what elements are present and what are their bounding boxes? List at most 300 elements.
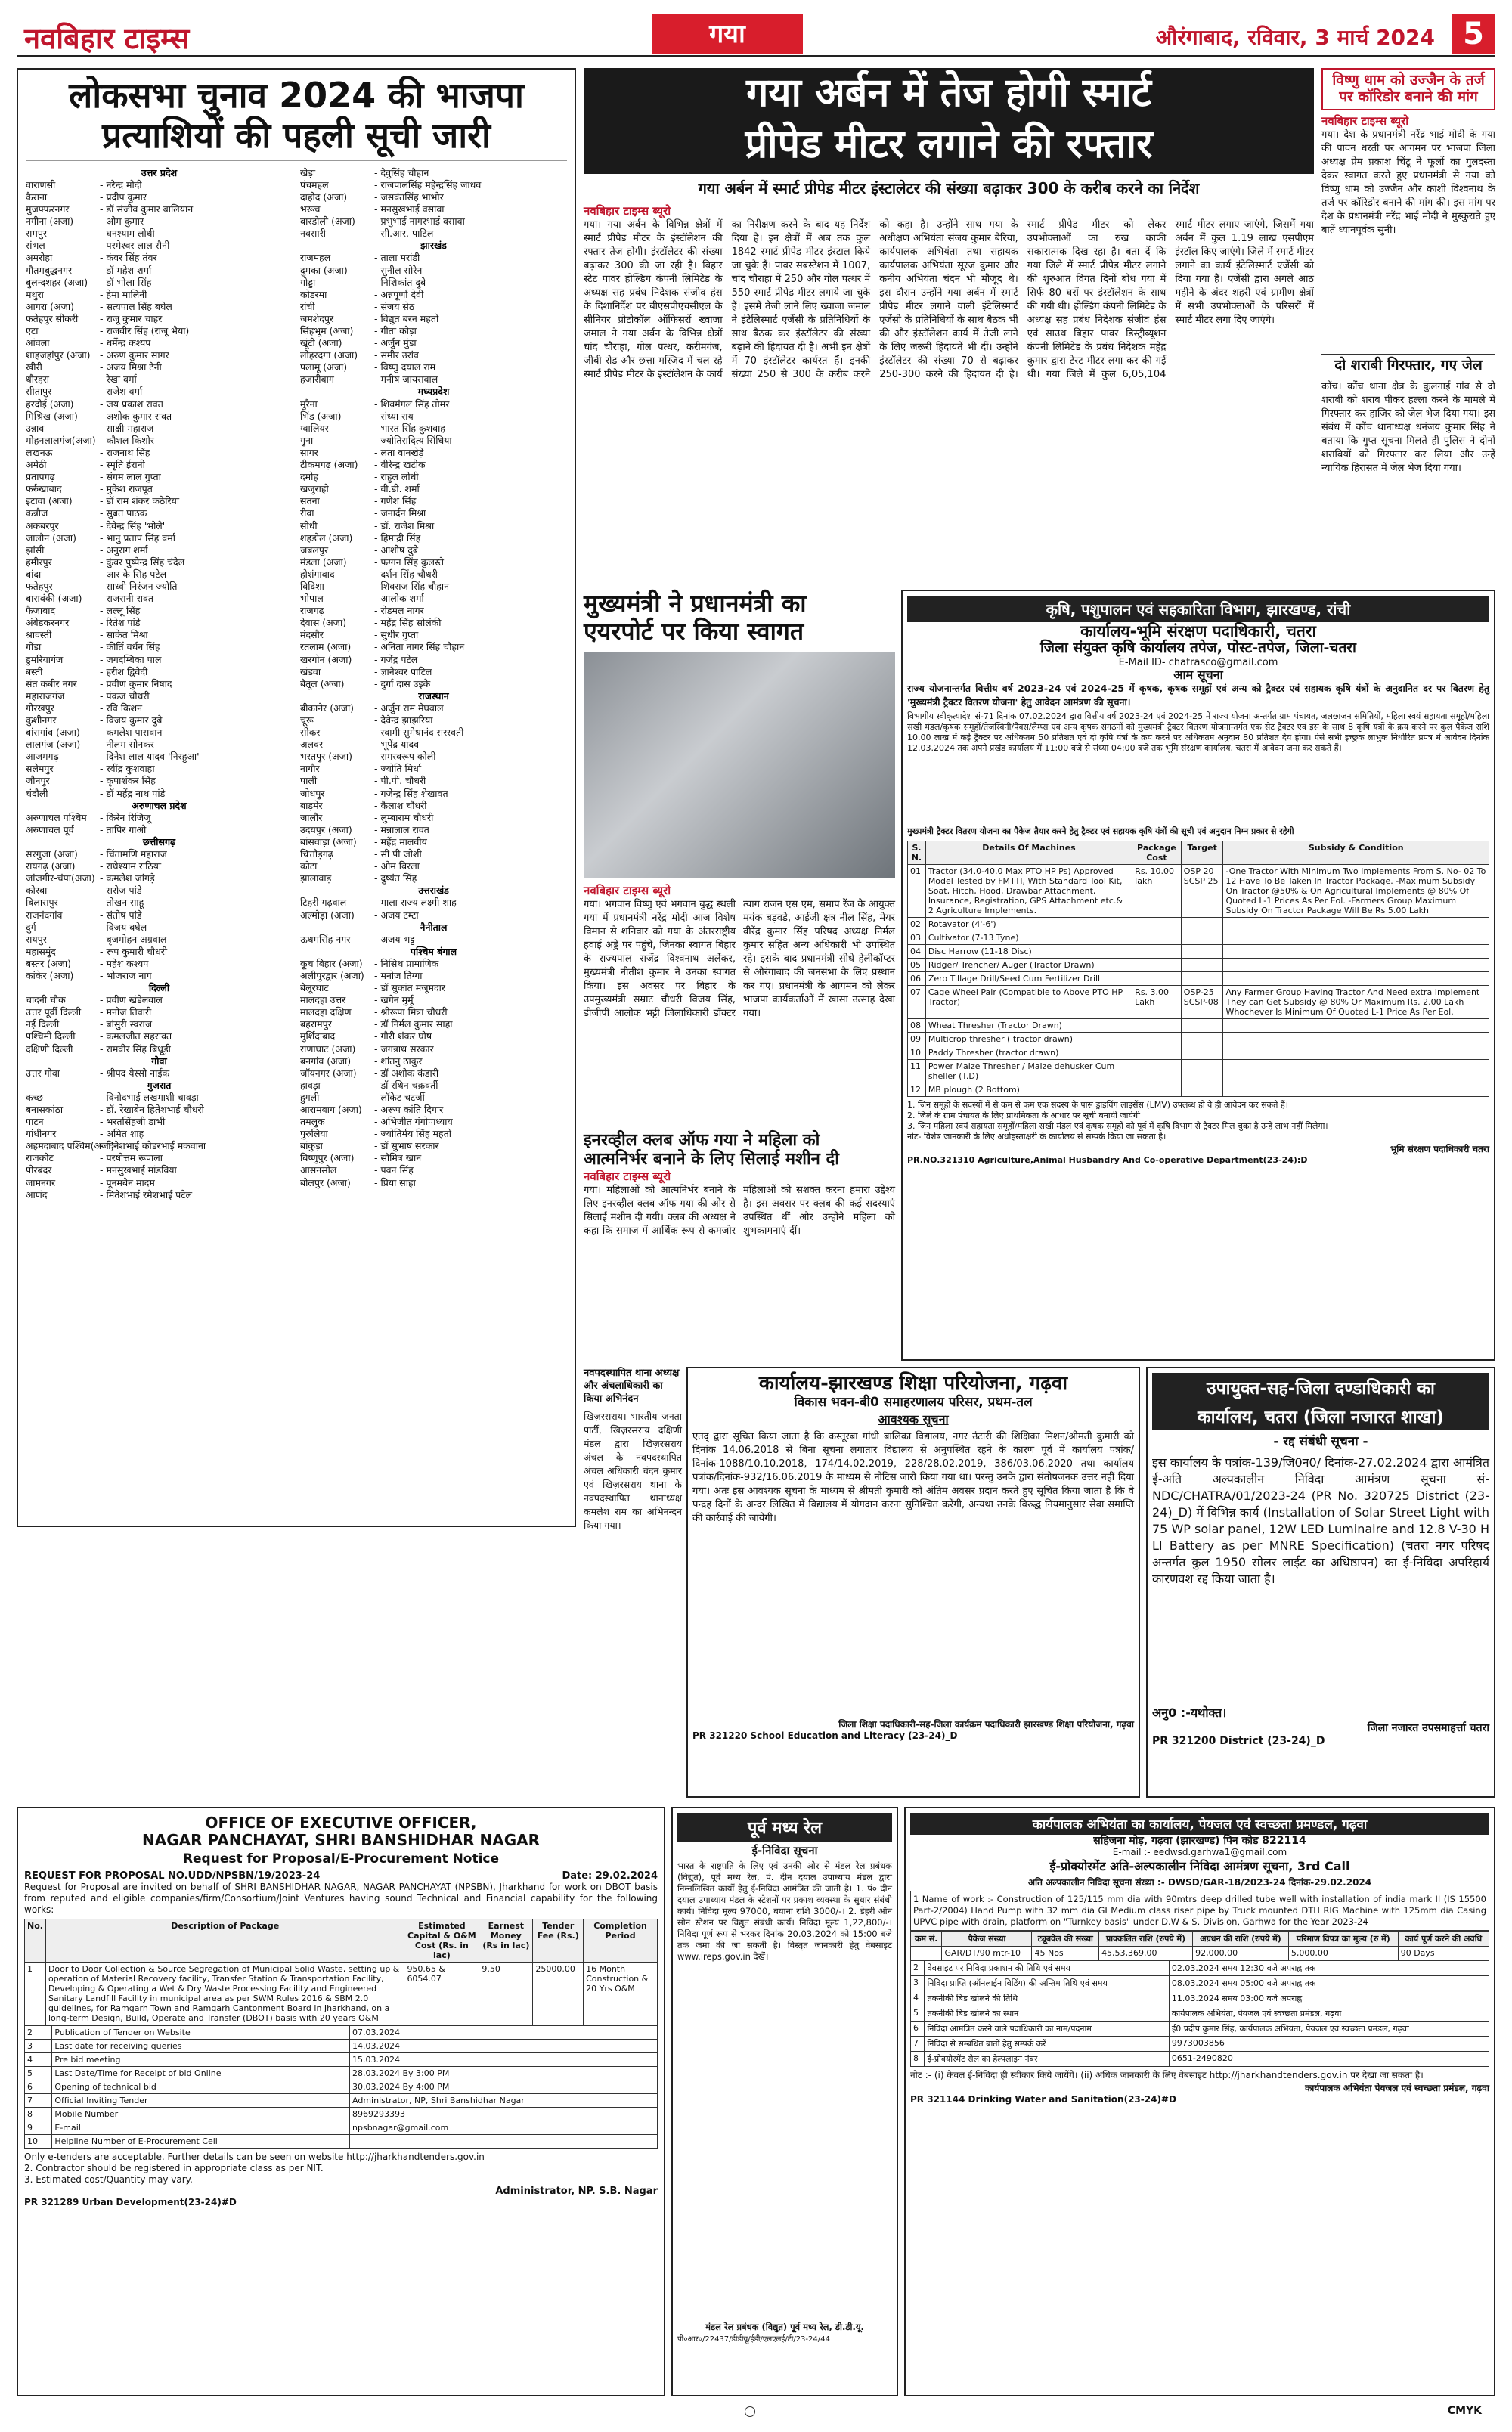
candidate-name: - राधेश्याम राठिया [100, 860, 162, 872]
constituency: अलवर [300, 739, 324, 751]
note-item: 2. Contractor should be registered in appropriate class as per NIT. [24, 2162, 324, 2173]
candidate-name: - गणेश सिंह [374, 495, 417, 507]
state-heading: पश्चिम बंगाल [410, 945, 457, 957]
constituency: कोडरमा [300, 288, 327, 300]
candidate-name: - तोखन साहू [100, 897, 144, 909]
np-notes [24, 2152, 658, 2186]
constituency: सरगुजा (अजा) [26, 848, 78, 860]
candidate-name: - धर्मेन्द्र कश्यप [100, 337, 151, 349]
edu-title: कार्यालय-झारखण्ड शिक्षा परियोजना, गढ़वा [758, 1372, 1068, 1395]
table-cell: 10 [25, 2134, 52, 2148]
candidate-row [300, 325, 567, 337]
candidate-name: - भानु प्रताप सिंह वर्मा [100, 531, 175, 544]
table-cell: 11.03.2024 समय 03:00 बजे अपराह्न [1169, 1991, 1489, 2006]
constituency: बाड़मेर [300, 799, 323, 811]
candidate-name: - देवेन्द्र झाझरिया [374, 714, 433, 726]
chatra-body: इस कार्यालय के पत्रांक-139/जि0न0/ दिनांक-27.02.2024 द्वारा आमंत्रित ई-अति अल्पकालीन निविदा आमंत्रण सूचना सं-NDC/CHATRA/01/2023-24 (PR No. 320725 District (23-24)_D) में विभिन्न कार्य (Installation of Solar Street Light with 75 WP solar panel, 12W LED Luminaire and 12.8 V-30 H LI Battery as per MNRE Specification) (चतरा नगर परिषद अन्तर्गत कुल 1950 सोलर लाईट का अधिष्ठापन) का ई-निविदा अपरिहार्य कारणवश रद्द किया जाता है। [1152, 1455, 1489, 1586]
table-header-cell: प्राक्कलित राशि (रुपये में) [1099, 1932, 1193, 1947]
candidate-name: - राहुल लोधी [374, 471, 419, 483]
candidate-name: - स्वामी सुमेधानंद सरस्वती [374, 727, 464, 739]
table-header-cell: Details Of Machines [925, 841, 1132, 865]
constituency: फर्रुखाबाद [26, 483, 62, 495]
constituency: अरुणाचल पूर्व [26, 823, 74, 835]
candidate-row [26, 860, 293, 872]
constituency: उन्नाव [26, 422, 45, 434]
constituency: अरुणाचल पश्चिम [26, 811, 87, 823]
table-row [25, 2107, 658, 2121]
note-item: 3. Estimated cost/Quantity may vary. [24, 2173, 193, 2185]
candidate-name: - साक्षी महाराज [100, 422, 154, 434]
table-row [908, 931, 1489, 945]
constituency: आगरा (अजा) [26, 300, 74, 312]
table-cell: MB plough (2 Bottom) [925, 1083, 1132, 1097]
candidate-row [300, 654, 567, 666]
candidate-name: - निशिकांत दुबे [374, 276, 426, 288]
table-row [908, 1019, 1489, 1033]
candidate-row [300, 678, 567, 690]
table-cell: 2 [911, 1961, 925, 1976]
constituency: खरगोन (अजा) [300, 653, 352, 665]
chatra-pr: PR 321200 District (23-24)_D [1152, 1734, 1325, 1747]
table-cell: तकनीकी बिड खोलने की तिथि [925, 1991, 1169, 2006]
candidate-name: - दुर्गा दास उइके [374, 677, 431, 689]
candidate-name: - शांतनु ठाकुर [374, 1055, 423, 1067]
constituency: एटा [26, 325, 39, 336]
candidate-row [300, 252, 567, 264]
candidate-row [300, 495, 567, 507]
candidate-name: - दर्शन सिंह चौधरी [374, 568, 438, 580]
garhwa-notice-title: ई-प्रोक्योरमेंट अति-अल्पकालीन निविदा आमंत्रण सूचना, 3rd Call [1049, 1859, 1350, 1874]
candidate-name: - राजू कुमार चाहर [100, 312, 163, 324]
table-cell [1223, 1083, 1489, 1097]
candidate-name: - राजवीर सिंह (राजू भैया) [100, 325, 190, 336]
table-cell: Opening of technical bid [52, 2080, 350, 2093]
table-cell [1132, 959, 1182, 972]
candidate-row [26, 1152, 293, 1164]
candidate-name: - सुधीर गुप्ता [374, 629, 419, 641]
candidate-name: - सरोज पांडे [100, 885, 142, 897]
pm-body: गया। भगवान विष्णु एवं भगवान बुद्ध स्थली गया में प्रधानमंत्री नरेंद्र मोदी आज विशेष विमान से शनिवार को गया के अंतरराष्ट्रीय हवाई अड्डे पर पहुंचे, जिनका स्वागत बिहार के राज्यपाल राजेंद्र विश्वनाथ अर्लेकर, मुख्यमंत्री नीतीश कुमार ने उनका स्वागत किया। इस अवसर पर बिहार के उपमुख्यमंत्री सम्राट चौधरी विजय सिंह, डीजीपी आलोक भट्टी जिलाधिकारी डॉक्टर त्याग राजन एस एम, समाप रेंज के आयुक्त मयंक बड़वड़े, आईजी क्षत्र नील सिंह, मेयर वीरेंद्र कुमार सिंह परिषद अध्यक्ष निर्मल कुमार सहित अन्य अधिकारी भी उपस्थित रहे। इसके बाद प्रधानमंत्री सीधे हेलीकॉप्टर से औरंगाबाद की जनसभा के लिए प्रस्थान कर गए। प्रधानमंत्री के आगमन को लेकर भाजपा कार्यकर्ताओं में खासा उत्साह देखा गया। [584, 898, 895, 1019]
candidate-row [26, 690, 293, 702]
table-cell: 02 [908, 918, 926, 931]
chatra-title-2: कार्यालय, चतरा (जिला नजारत शाखा) [1152, 1402, 1489, 1430]
candidate-name: - डॉ सुभाष सरकार [374, 1140, 439, 1152]
candidate-row [300, 727, 567, 739]
table-cell: Cultivator (7-13 Tyne) [925, 931, 1132, 945]
rail-body: भारत के राष्ट्रपति के लिए एवं उनकी ओर से मंडल रेल प्रबंधक (विद्युत), पूर्व मध्य रेल, पं. दीन दयाल उपाध्याय मंडल द्वारा निम्नलिखित कार्यों हेतु ई-निविदा आमंत्रित की जाती है। 1. पं० दीन दयाल उपाध्याय मंडल के स्टेशनों पर प्रकाश व्यवस्था के सुधार संबंधी कार्य। निविदा मूल्य 97000, बयाना राशि 3000/-। 2. डेहरी ऑन सोन स्टेशन पर विद्युत संबंधी कार्य। निविदा मूल्य 1,22,800/-। निविदा पूर्ण रूप से भरकर दिनांक 20.03.2024 को 15:00 बजे तक जमा की जा सकती है। विस्तृत जानकारी हेतु वेबसाइट www.ireps.gov.in देखें। [677, 1860, 892, 1963]
constituency: रायपुर [26, 933, 47, 945]
table-cell: 25000.00 [533, 1962, 584, 2025]
constituency: ऊधमसिंह नगर [300, 933, 351, 945]
candidate-row [26, 435, 293, 447]
table-cell: 90 Days [1398, 1947, 1489, 1960]
table-row [908, 959, 1489, 972]
candidate-name: - डॉ महेश शर्मा [100, 264, 152, 276]
candidate-row [300, 1177, 567, 1189]
constituency: कूच बिहार (अजा) [300, 957, 363, 969]
pm-headline-1: मुख्यमंत्री ने प्रधानमंत्री का [584, 589, 807, 618]
constituency: सिंहभूम (अजा) [300, 325, 354, 336]
candidate-row [300, 435, 567, 447]
candidate-row [26, 812, 293, 824]
constituency: जांजगीर-चंपा(अजा) [26, 872, 95, 885]
candidate-name: - डॉ महेंद्र नाथ पांडे [100, 787, 166, 799]
candidate-row [26, 520, 293, 532]
constituency: बहरामपुर [300, 1018, 332, 1030]
constituency: फतेहपुर [26, 580, 53, 592]
candidate-name: - पूनमबेन मादम [100, 1176, 155, 1188]
candidate-name: - विद्युत बरन महतो [374, 312, 439, 324]
candidate-name: - जनार्दन मिश्रा [374, 507, 426, 519]
candidate-name: - गजेन्द्र सिंह शेखावत [374, 787, 448, 799]
candidate-name: - विनोदभाई लखमाशी चावड़ा [100, 1091, 199, 1103]
candidate-name: - दिनेशभाई कोडरभाई मकवाना [100, 1140, 206, 1152]
state-heading: झारखंड [420, 240, 447, 252]
candidate-row [26, 240, 293, 252]
candidate-name: - रवि किशन [100, 702, 143, 714]
candidate-row [26, 277, 293, 289]
np-signature: Administrator, NP. S.B. Nagar [495, 2185, 658, 2197]
constituency: नागौर [300, 763, 320, 775]
table-cell: 7 [911, 2037, 925, 2052]
candidate-row [300, 788, 567, 800]
table-cell: 03 [908, 931, 926, 945]
table-cell: Rs. 3.00 Lakh [1132, 986, 1182, 1019]
constituency: श्रावस्ती [26, 629, 52, 641]
table-cell: Last Date/Time for Receipt of bid Online [52, 2066, 350, 2080]
table-cell [1223, 959, 1489, 972]
candidate-name: - खगेन मुर्मू [374, 994, 414, 1006]
constituency: तमलुक [300, 1116, 325, 1128]
table-cell: 4 [25, 2052, 52, 2066]
constituency: मंडला (अजा) [300, 556, 347, 568]
table-cell: 8969293393 [350, 2107, 658, 2121]
state-heading: राजस्थान [418, 689, 449, 702]
state-heading: गोवा [151, 1055, 167, 1067]
candidate-row [26, 1116, 293, 1128]
constituency: मोहनलालगंज(अजा) [26, 434, 96, 446]
candidate-name: - जगन्नाथ सरकार [374, 1043, 434, 1055]
candidate-name: - ताला मरांडी [374, 252, 420, 264]
constituency: राजगढ़ [300, 605, 324, 617]
pm-airport-photo [584, 652, 895, 878]
table-cell: Publication of Tender on Website [52, 2025, 350, 2039]
candidate-name: - वी.डी. शर्मा [374, 483, 420, 495]
constituency: बांसवाड़ा (अजा) [300, 835, 357, 847]
candidate-name: - ज्योति मिर्धा [374, 763, 422, 775]
table-header-cell: Earnest Money (Rs in lac) [479, 1919, 533, 1962]
constituency: बनासकांठा [26, 1104, 64, 1115]
table-cell: 30.03.2024 By 4:00 PM [350, 2080, 658, 2093]
table-cell: 45 Nos [1032, 1947, 1099, 1960]
agri-table-intro: मुख्यमंत्री ट्रैक्टर वितरण योजना का पैकेज तैयार करने हेतु ट्रैक्टर एवं सहायक कृषि यंत्रों की सूची एवं अनुदान निम्न प्रकार से रहेगी [907, 826, 1294, 837]
candidate-row [26, 483, 293, 495]
table-cell [1181, 945, 1223, 959]
candidate-row [300, 1067, 567, 1080]
constituency: बेलूरघाट [300, 982, 329, 994]
constituency: बनगांव (अजा) [300, 1055, 352, 1067]
table-cell: Official Inviting Tender [52, 2093, 350, 2107]
candidate-row [26, 349, 293, 361]
candidate-row [26, 629, 293, 641]
constituency: उत्तर पूर्वी दिल्ली [26, 1006, 82, 1018]
candidate-row [300, 1152, 567, 1164]
candidate-name: - अरूप कांति दिगार [374, 1104, 444, 1115]
table-cell [1132, 972, 1182, 986]
candidate-name: - आर के सिंह पटेल [100, 568, 167, 580]
candidate-name: - लुम्बाराम चौधरी [374, 811, 434, 823]
candidate-name: - कमलजीत सहरावत [100, 1030, 172, 1043]
table-cell: निविदा प्राप्ति (ऑनलाईन बिडिंग) की अन्तिम तिथि एवं समय [925, 1976, 1169, 1991]
table-cell [1181, 959, 1223, 972]
candidate-row [26, 410, 293, 423]
candidate-name: - अनुराग शर्मा [100, 544, 148, 556]
candidate-name: - लल्लू सिंह [100, 605, 141, 617]
constituency: बस्ती [26, 665, 43, 677]
table-cell [1181, 1046, 1223, 1060]
constituency: आणंद [26, 1188, 48, 1201]
constituency: महासमुंद [26, 945, 56, 957]
candidate-name: - रितेश पांडे [100, 617, 141, 629]
constituency: शाहजहांपुर (अजा) [26, 349, 91, 361]
table-cell [1223, 931, 1489, 945]
constituency: चित्तौड़गढ़ [300, 848, 333, 860]
table-cell: 07 [908, 986, 926, 1019]
candidate-row [300, 410, 567, 423]
garhwa-work-table [910, 1931, 1489, 1960]
constituency: ग्वालियर [300, 422, 329, 434]
table-cell: 10 [908, 1046, 926, 1060]
constituency: हरदोई (अजा) [26, 398, 74, 410]
candidate-name: - डॉ. रेखाबेन हितेशभाई चौधरी [100, 1104, 204, 1115]
constituency: संभल [26, 240, 45, 252]
candidate-row [26, 289, 293, 301]
constituency: शहडोल (अजा) [300, 531, 353, 544]
constituency: पंचमहल [300, 178, 329, 191]
candidate-row [26, 909, 293, 922]
candidate-row [26, 617, 293, 629]
constituency: हजारीबाग [300, 373, 334, 386]
candidate-row [300, 897, 567, 909]
candidate-name: - राजरानी रावत [100, 593, 154, 605]
candidate-name: - कंवर सिंह तंवर [100, 252, 157, 264]
candidate-name: - देवेन्द्र सिंह 'भोले' [100, 519, 166, 531]
candidate-name: - महेंद्र सिंह सोलंकी [374, 617, 442, 629]
candidate-name: - सी.आर. पाटिल [374, 228, 434, 240]
table-cell: 28.03.2024 By 3:00 PM [350, 2066, 658, 2080]
constituency: बोलपुर (अजा) [300, 1176, 351, 1188]
rail-title: पूर्व मध्य रेल [677, 1813, 892, 1842]
candidate-name: - नरेन्द्र मोदी [100, 178, 142, 191]
table-cell: 9973003856 [1169, 2037, 1489, 2052]
candidate-row [300, 520, 567, 532]
candidate-name: - राजपालसिंह महेन्द्रसिंह जाधव [374, 178, 482, 191]
table-cell [1132, 931, 1182, 945]
constituency: बांदा [26, 568, 42, 580]
table-cell: OSP 20 SCSP 25 [1181, 865, 1223, 918]
khizarsarai-body: खिज़रसराय। भारतीय जनता पार्टी, खिज़रसराय दक्षिणी मंडल द्वारा खिज़रसराय अंचल के नवपदस्थापित अंचल अधिकारी चंदन कुमार एवं खिज़रसराय थाना के नवपदस्थापित थानाध्यक्ष कमलेश राम का अभिनन्दन किया गया। [584, 1411, 682, 1531]
candidate-row [300, 1006, 567, 1018]
candidate-name: - संगम लाल गुप्ता [100, 471, 161, 483]
table-header-cell: परिमाण विपत्र का मूल्य (रु में) [1288, 1932, 1398, 1947]
edu-address: विकास भवन-बी0 समाहरणालय परिसर, प्रथम-तल [794, 1394, 1033, 1410]
candidate-row [300, 872, 567, 885]
candidate-row [26, 447, 293, 459]
constituency: फतेहपुर सीकरी [26, 312, 79, 324]
constituency: भरूच [300, 203, 321, 215]
candidate-name: - तापिर गाओ [100, 823, 147, 835]
candidate-row [26, 1128, 293, 1140]
agri-table-header [908, 841, 1489, 865]
agri-signature: भूमि संरक्षण पदाधिकारी चतरा [1390, 1144, 1489, 1155]
page-number: 5 [1452, 14, 1495, 54]
lead-body: गया। गया अर्बन के विभिन्न क्षेत्रों में स्मार्ट प्रीपेड मीटर के इंस्टॉलेशन की रफ्तार तेज होगी। इंस्टॉलेटर की संख्या बढ़ाकर 300 की जा रही है। बिहार स्टेट पावर होल्डिंग कंपनी लिमिटेड के अध्यक्ष सह प्रबंध निदेशक संजीव हंस के दिशानिर्देश पर बीएसपीएचसीएल के सीनियर प्रोटोकॉल ऑफिसरों ख्वाजा जमाल ने गया अर्बन के विभिन्न क्षेत्रों चांद चौराहा, गोल पत्थर, करीमगंज, जीबी रोड और छत्ता मस्जिद में चल रहे स्मार्ट प्रीपेड मीटर के इंस्टॉलेशन के कार्य का निरीक्षण करने के बाद यह निर्देश दिया है। इन क्षेत्रों में अब तक कुल 1842 स्मार्ट प्रीपेड मीटर इंस्टाल किये जा चुके हैं। पावर सबस्टेशन में 1007, चांद चौराहा में 250 और गोल पत्थर में 550 स्मार्ट प्रीपेड मीटर लगाये जा चुके हैं। इसमें तेजी लाने लिए ख्वाजा जमाल ने इंटेलिस्मार्ट एजेंसी के प्रतिनिधियों के साथ बैठक कर इंस्टॉलेटर की संख्या बढ़ाने की हिदायत दी है। अभी इन क्षेत्रों में 70 इंस्टॉलेटर कार्यरत हैं। इनकी संख्या 250 से 300 के करीब करने को कहा है। उन्होंने साथ गया के अधीक्षण अभियंता संजय कुमार बैरिया, कार्यपालक अभियंता तथा सहायक कार्यपालक अभियंता सूरज कुमार और कनीय अभियंता चंदन भी मौजूद थे। इस दौरान उन्होंने गया अर्बन में स्मार्ट प्रीपेड मीटर लगाने वाली इंटेलिस्मार्ट एजेंसी के प्रतिनिधियों के साथ बैठक भी की और इंस्टॉलेशन कार्य में तेजी लाने के लिए जरूरी हिदायतें भी दीं। उन्होंने इंस्टॉलेटर की संख्या 70 से बढ़ाकर 250-300 करने की हिदायत दी है। स्मार्ट प्रीपेड मीटर को लेकर उपभोक्ताओं का रुख काफी सकारात्मक दिख रहा है। बता दें कि गया जिले में स्मार्ट प्रीपेड मीटर लगाने की शुरुआत विगत दिनों बोध गया में सिर्फ 80 घरों पर इंस्टॉलेशन के साथ की गयी थी। होल्डिंग कंपनी लिमिटेड के अध्यक्ष सह प्रबंध निदेशक संजीव हंस एवं साउथ बिहार पावर डिस्ट्रीब्यूशन कंपनी लिमिटेड के प्रबंध निदेशक महेंद्र कुमार द्वारा टेस्ट मीटर लगा कर की गई थी। गया जिले में कुल 6,05,104 स्मार्ट मीटर लगाए जाएंगे, जिसमें गया अर्बन में कुल 1.19 लाख एसपीएम इंस्टॉल किए जाएंगे। जिले में स्मार्ट मीटर लगाने का कार्य इंटेलिस्मार्ट एजेंसी को दिया गया है। एजेंसी द्वारा अगले आठ महीने के अंदर शहरी एवं ग्रामीण क्षेत्रों में सभी उपभोक्ताओं के परिसरों में स्मार्ट मीटर लगा दिए जाएंगे। [584, 218, 1314, 380]
candidate-name: - रेखा वर्मा [100, 373, 137, 386]
constituency: मालदहा दक्षिण [300, 1006, 352, 1018]
constituency: जबलपुर [300, 544, 329, 556]
candidate-row [300, 836, 567, 848]
candidate-row [300, 702, 567, 714]
table-cell: Door to Door Collection & Source Segregation of Municipal Solid Waste, setting up & operation of Material Recovery facility, Transfer Station & Transportation Facility, Developing & Operating a Wet & Dry Waste Processing Facility and Engineered Sanitary Landfill Facility in municipal area as per SWM Rules 2016 & SBM 2.0 guidelines, for Ramgarh Town and Ramgarh Cantonment Board in Jharkhand, on a long-term Design, Build, Operate and Transfer (DBOT) basis with 20 years O&M [45, 1962, 404, 2025]
constituency: मुर्शिदाबाद [300, 1030, 336, 1043]
constituency: रतलाम (अजा) [300, 641, 352, 653]
candidate-name: - प्रभुभाई नागरभाई वसावा [374, 215, 465, 228]
table-cell: 16 Month Construction & 20 Yrs O&M [584, 1962, 658, 2025]
innerwheel-byline: नवबिहार टाइम्स ब्यूरो [584, 1170, 671, 1184]
table-cell: 3 [25, 2039, 52, 2052]
constituency: बारडोली (अजा) [300, 215, 355, 228]
candidate-name: - मनीष जायसवाल [374, 373, 438, 386]
table-cell [1223, 1019, 1489, 1033]
constituency: जौनपुर [26, 775, 50, 787]
constituency: दुर्ग [26, 921, 36, 933]
condition-item: 1. जिन समूहों के सदस्यों में से कम से कम एक सदस्य के पास ड्राइविंग लाइसेंस (LMV) उपलब्ध हो वे ही आवेदन कर सकते हैं। [907, 1100, 1288, 1111]
constituency: बिष्णुपुर (अजा) [300, 1152, 355, 1164]
constituency: कुशीनगर [26, 714, 57, 726]
table-cell: 12 [908, 1083, 926, 1097]
table-row [908, 918, 1489, 931]
candidate-row [300, 617, 567, 629]
candidate-name: - डॉ. राजेश मिश्रा [374, 519, 435, 531]
table-cell: 2 [25, 2025, 52, 2039]
candidate-name: - बृजमोहन अग्रवाल [100, 933, 167, 945]
constituency: नई दिल्ली [26, 1018, 60, 1030]
candidate-row [26, 872, 293, 885]
candidate-row [26, 191, 293, 203]
candidate-row [300, 1092, 567, 1104]
arrest-headline: दो शराबी गिरफ्तार, गए जेल [1321, 354, 1495, 374]
constituency: बुलन्दशहर (अजा) [26, 276, 88, 288]
candidate-name: - निसिथ प्रामाणिक [374, 957, 439, 969]
constituency: गुना [300, 434, 314, 446]
constituency: रांची [300, 300, 315, 312]
constituency: उत्तर गोवा [26, 1067, 60, 1079]
table-row [908, 865, 1489, 918]
candidate-row [26, 897, 293, 909]
garhwa-address: सहिजना मोड़, गढ़वा (झारखण्ड) पिन कोड 822114 [1093, 1835, 1306, 1847]
agri-conditions [907, 1100, 1489, 1142]
garhwa-water-tender [904, 1807, 1495, 2396]
candidate-row [26, 763, 293, 775]
constituency: कोरबा [26, 885, 48, 897]
np-schedule-table [24, 2025, 658, 2149]
candidate-name: - लॉकेट चटर्जी [374, 1091, 425, 1103]
constituency: भोपाल [300, 593, 324, 605]
constituency: खंडवा [300, 665, 321, 677]
candidate-row [26, 215, 293, 228]
constituency: अमरोहा [26, 252, 53, 264]
table-row [911, 1991, 1489, 2006]
table-cell: 1 [25, 1962, 46, 2025]
constituency: कांकेर (अजा) [26, 969, 74, 981]
np-pr: PR 321289 Urban Development(23-24)#D [24, 2196, 237, 2207]
np-intro: Request for Proposal are invited on behalf of SHRI BANSHIDHAR NAGAR, NAGAR PANCHAYAT (NPSBN), Jharkhand for work on DBOT basis from reputed and eligible companies/firm/Consortium/Joint Ventures having sound Technical and Financial capability for the following works: [24, 1881, 658, 1915]
pm-welcome-story [584, 590, 895, 1361]
candidate-name: - डॉ निर्मल कुमार साहा [374, 1018, 453, 1030]
vishnu-headline: विष्णु धाम को उज्जैन के तर्ज पर कॉरिडोर बनाने की मांग [1321, 68, 1495, 110]
state-heading: उत्तर प्रदेश [141, 166, 178, 178]
np-heading-2: NAGAR PANCHAYAT, SHRI BANSHIDHAR NAGAR [141, 1831, 541, 1849]
table-row [911, 2037, 1489, 2052]
table-cell: 07.03.2024 [350, 2025, 658, 2039]
table-cell: Pre bid meeting [52, 2052, 350, 2066]
candidate-name: - दिनेश लाल यादव 'निरहुआ' [100, 751, 200, 763]
candidate-name: - गजेंद्र पटेल [374, 653, 418, 665]
table-cell: -One Tractor With Minimum Two Implements From S. No- 02 To 12 Have To Be Taken In Tractor Package. -Maximum Subsidy On Tractor @50% & On Agricultural Implements @ 80% Of Quoted L-1 Prices As Per Eol. -Farmers Group Maximum Subsidy On Tractor Package Will Be Rs 5.00 Lakh [1223, 865, 1489, 918]
constituency: खजुराहो [300, 483, 329, 495]
table-cell: Rotavator (4'-6') [925, 918, 1132, 931]
candidate-row [300, 215, 567, 228]
candidate-row [26, 556, 293, 568]
candidate-row [300, 167, 567, 179]
rail-sub: ई-निविदा सूचना [751, 1844, 818, 1857]
railway-tender [671, 1807, 898, 2396]
constituency: कोटा [300, 860, 318, 872]
candidate-name: - महेंद्र मालवीय [374, 835, 427, 847]
candidate-name: - घनश्याम लोधी [100, 228, 155, 240]
candidate-row [26, 361, 293, 373]
constituency: झालावाड़ [300, 872, 332, 885]
table-cell [1223, 945, 1489, 959]
table-cell: निविदा से सम्बंधित बातों हेतु सम्पर्क करें [925, 2037, 1169, 2052]
candidate-row [26, 373, 293, 386]
constituency: संत कबीर नगर [26, 677, 77, 689]
lead-headline-2: प्रीपेड मीटर लगाने की रफ्तार [584, 119, 1314, 174]
state-heading: मध्यप्रदेश [417, 386, 450, 398]
constituency: गौतमबुद्धनगर [26, 264, 73, 276]
state-heading: उत्तराखंड [418, 885, 449, 897]
candidate-name: - प्रदीप कुमार [100, 191, 147, 203]
arrest-body: कोंच। कोंच थाना क्षेत्र के कुलगाई गांव से दो शराबी को शराब पीकर हल्ला करने के मामले में गिरफ्तार कर हाजिर को जेल भेज दिया गया। इस संबंध में कोंच थानाध्यक्ष धनंजय कुमार सिंह ने बताया कि गुप्त सूचना मिलते ही पुलिस ने दोनों शराबियों को गिरफ्तार कर लिया और उन्हें न्यायिक हिरासत में जेल भेज दिया गया। [1321, 380, 1495, 474]
table-cell: 9.50 [479, 1962, 533, 2025]
candidate-row [300, 313, 567, 325]
garhwa-ref: अति अल्पकालीन निविदा सूचना संख्या :- DWSD/GAR-18/2023-24 दिनांक-29.02.2024 [1027, 1877, 1372, 1888]
candidate-row [26, 1067, 293, 1080]
candidate-name: - परषोत्तम रूपाला [100, 1152, 163, 1164]
constituency: आसनसोल [300, 1164, 337, 1176]
candidate-name: - संतोष पांडे [100, 909, 142, 921]
candidate-name: - लता वानखेड़े [374, 446, 424, 458]
table-cell: 5 [911, 2006, 925, 2022]
table-cell: Cage Wheel Pair (Compatible to Above PTO HP Tractor) [925, 986, 1132, 1019]
candidate-name: - रामवीर सिंह बिधूड़ी [100, 1043, 171, 1055]
constituency: बस्तर (अजा) [26, 957, 72, 969]
candidate-name: - डॉ भोला सिंह [100, 276, 152, 288]
table-cell [1181, 918, 1223, 931]
candidate-row [300, 1116, 567, 1128]
section-label: गया [652, 14, 803, 54]
table-row [911, 2022, 1489, 2037]
